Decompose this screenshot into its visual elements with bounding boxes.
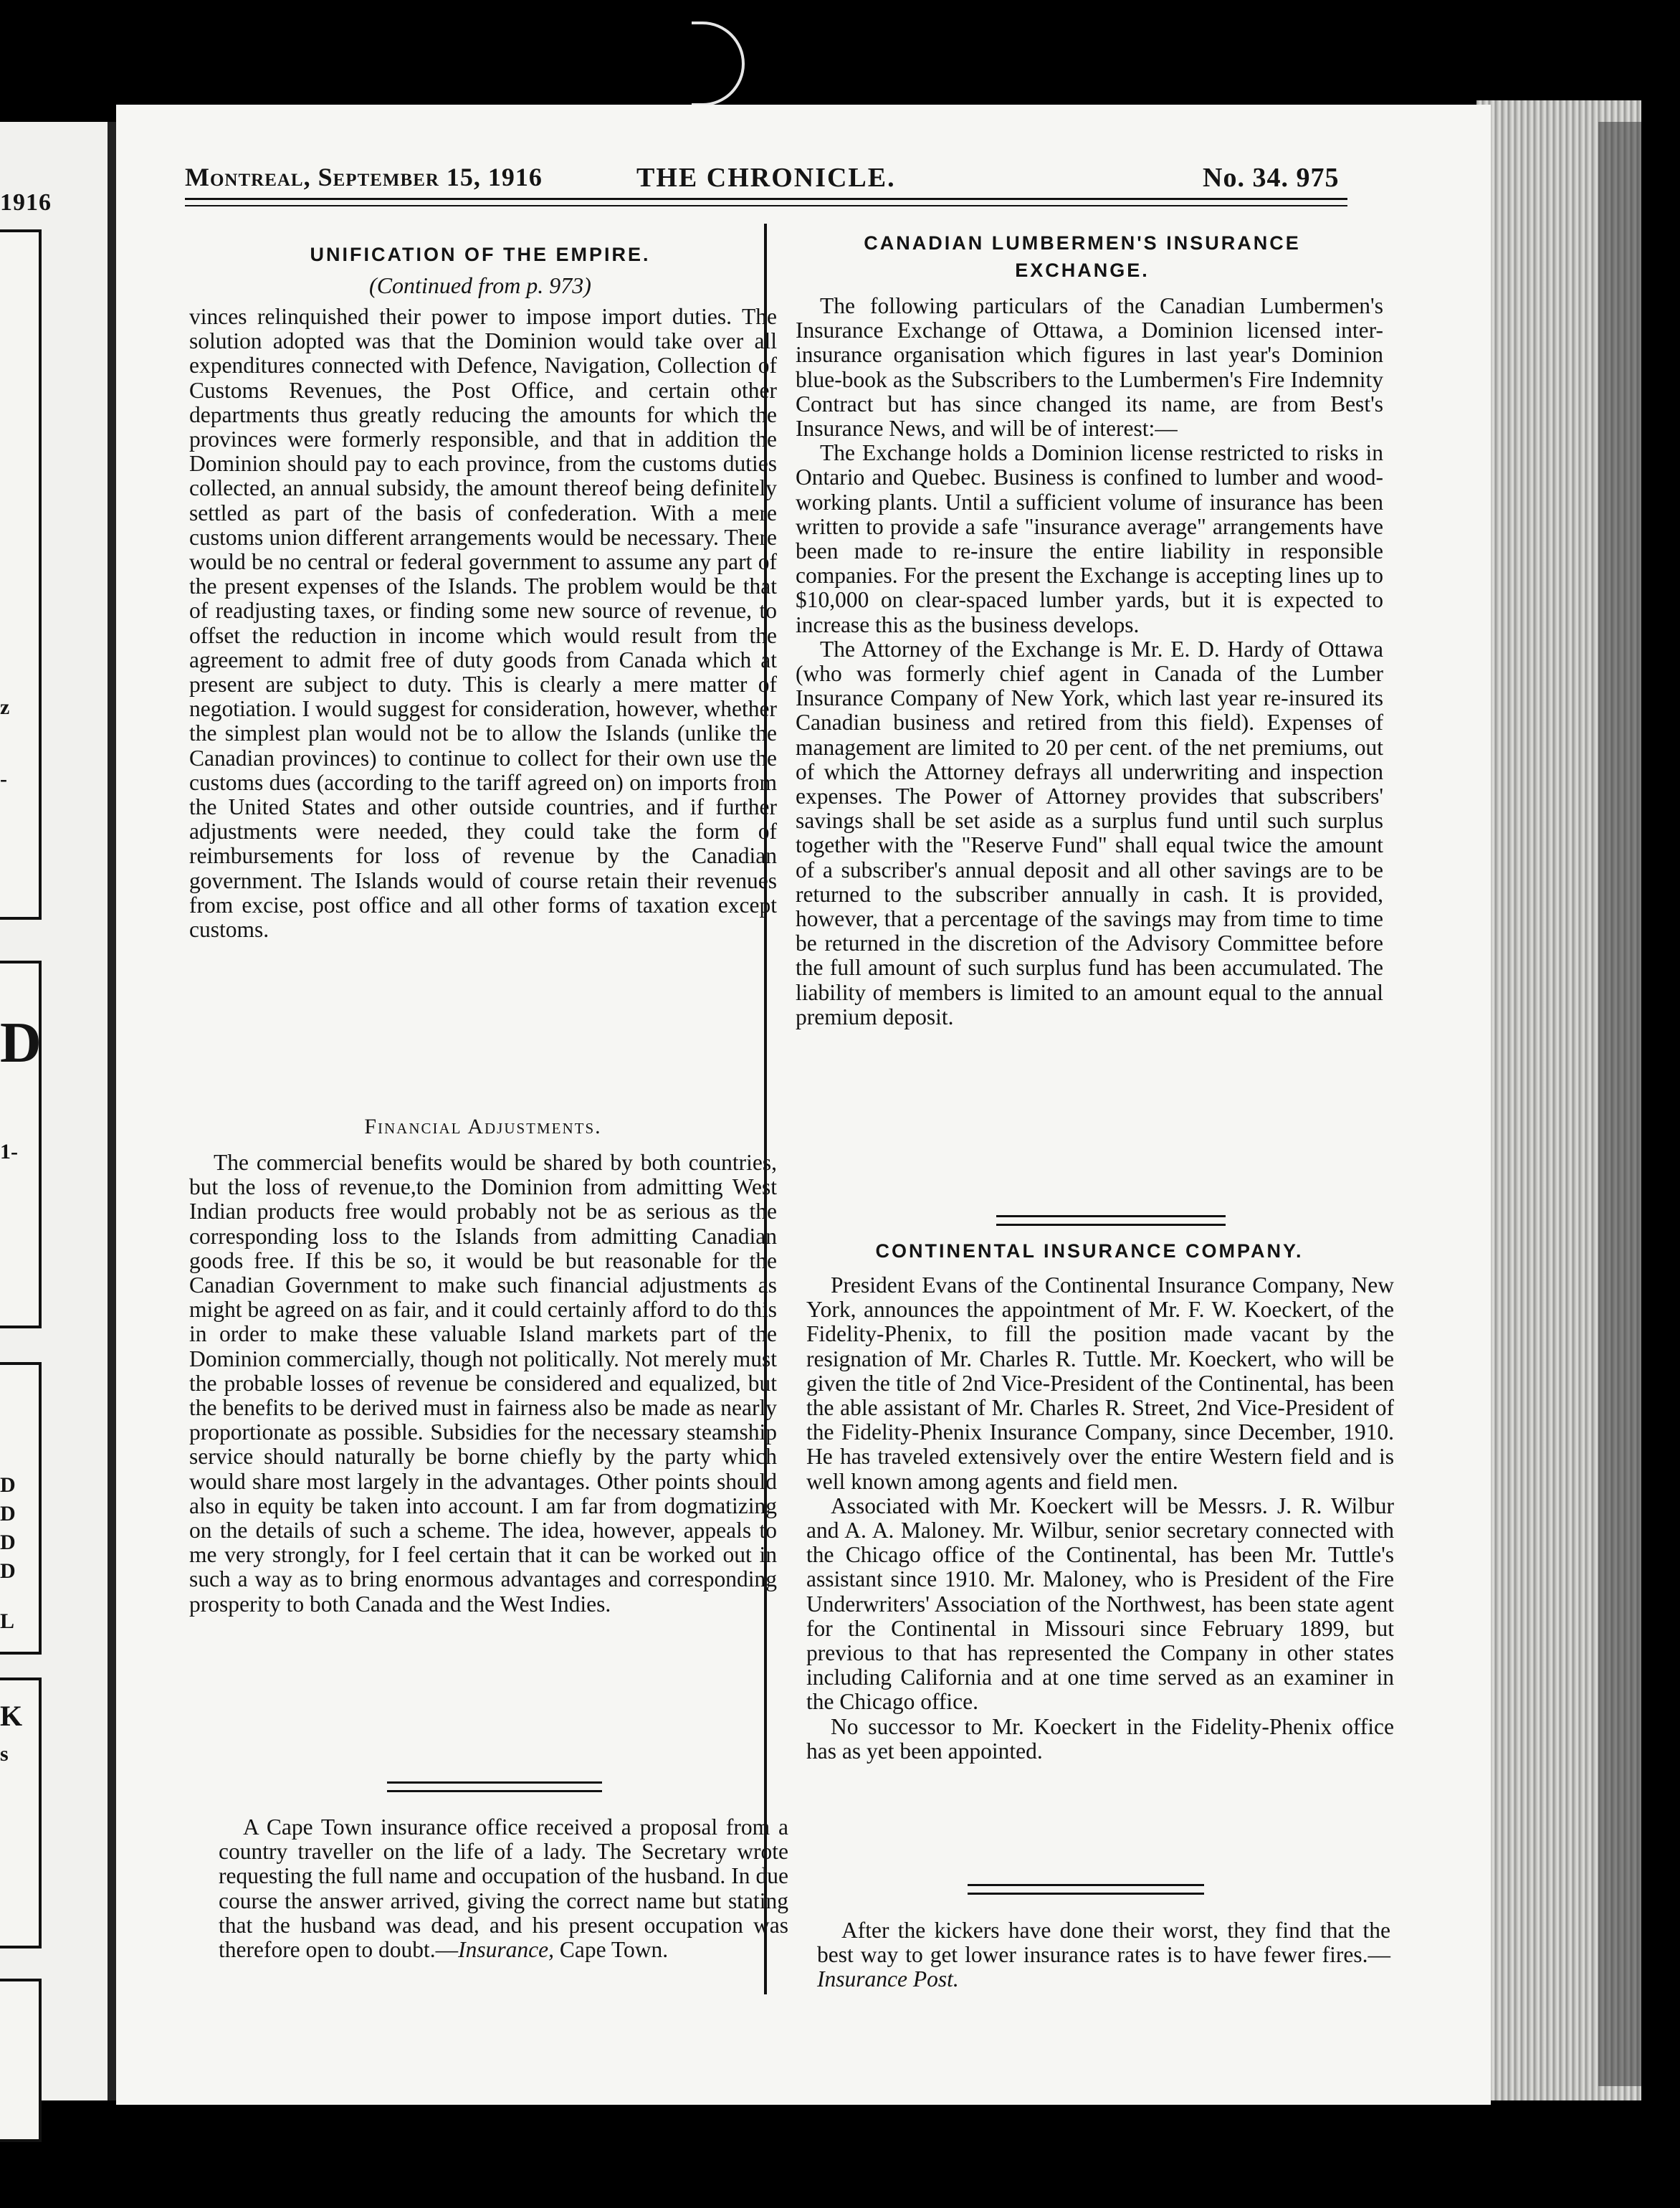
section-divider <box>387 1781 602 1792</box>
adjacent-page-fragment: D <box>0 1531 16 1554</box>
anecdote-text: A Cape Town insurance office received a proposal from a country traveller on the life of a lady. The Secretary wrote requesting the full name and occupation of the husband. In due course the answer arrived, giving the correct name but stating that the husband was dead, and his present occupation was therefore open to doubt.— <box>219 1814 788 1963</box>
adjacent-page-year: 1916 <box>0 189 52 216</box>
paragraph <box>817 1918 1390 1992</box>
section-heading: Financial Adjustments. <box>364 1115 602 1138</box>
adjacent-page <box>0 122 109 2100</box>
article-body <box>796 294 1383 1029</box>
page-corner-curl <box>692 22 745 106</box>
paragraph: President Evans of the Continental Insurance Company, New York, announces the appointment of Mr. F. W. Koeckert, of the Fidelity-Phenix, to fill the position made vacant by the resignation of Mr. Charles R. Tuttle. Mr. Koeckert, who will be given the title of 2nd Vice-President of the Continental, has been the able assistant of Mr. Charles R. Street, 2nd Vice-President of the Fidelity-Phenix Insurance Company, since December, 1910. He has traveled extensively over the entire Western field and is well known among agents and field men. <box>806 1272 1394 1494</box>
adjacent-page-fragment: s <box>0 1742 9 1766</box>
article-title: UNIFICATION OF THE EMPIRE. <box>310 244 651 265</box>
paragraph: The following particulars of the Canadian Lumbermen's Insurance Exchange of Ottawa, a Dominion licensed inter-insurance organisation which figures in last year's Dominion blue-book as the Subscribers to the Lumbermen's Fire Indemnity Contract but has since changed its name, are from Best's Insurance News, and will be of interest:— <box>796 293 1383 442</box>
source-citation: Insurance Post. <box>817 1966 959 1992</box>
section-divider <box>968 1884 1204 1895</box>
paragraph: No successor to Mr. Koeckert in the Fidelity-Phenix office has as yet been appointed. <box>806 1713 1394 1764</box>
adjacent-page-fragment: D <box>0 1502 16 1526</box>
paragraph: The Attorney of the Exchange is Mr. E. D. Hardy of Ottawa (who was formerly chief agent in Canada of the Lumber Insurance Company of New York, which last year re-insured its Canadian business and retired from this field). Expenses of management are limited to 20 per cent. of the net premiums, out of which the Attorney defrays all underwriting and inspection expenses. The Power of Attorney provides that subscribers' savings shall be set aside as a surplus fund until such surplus together with the "Reserve Fund" shall equal twice the amount of a subscriber's annual deposit and all other savings are to be returned to the subscriber annually in cash. It is provided, however, that a percentage of the savings may from time to time be returned in the discretion of the Advisory Committee before the full amount of such surplus fund has been accumulated. The liability of members is limited to an amount equal to the annual premium deposit. <box>796 636 1383 1029</box>
source-location: Cape Town. <box>554 1937 669 1963</box>
ad-box <box>0 1979 42 2142</box>
page-edges-shadow <box>1598 122 1641 2086</box>
paragraph: The Exchange holds a Dominion license restricted to risks in Ontario and Quebec. Business is confined to lumber and wood-working plants. Until a sufficient volume of insurance has been written to provide a safe "insurance average" arrangements have been made to re-insure the entire liability in responsible companies. For the present the Exchange is accepting lines up to $10,000 on clear-spaced lumber yards, but it is expected to increase this as the business develops. <box>796 440 1383 637</box>
adjacent-page-fragment: D <box>0 1012 42 1075</box>
article-body <box>189 305 777 942</box>
adjacent-page-fragment: D <box>0 1473 16 1497</box>
header-dateline: Montreal, September 15, 1916 <box>185 163 543 191</box>
article-body <box>189 1151 777 1617</box>
paragraph: Associated with Mr. Koeckert will be Messrs. J. R. Wilbur and A. A. Maloney. Mr. Wilbur, senior secretary connected with the Chicago office of the Continental, has been Mr. Tuttle's assistant since 1910. Mr. Maloney, who is President of the Fire Underwriters' Association of the Northwest, has been state agent for the Continental in Missouri since February 1899, but previous to that has represented the Company in other states including California and at one time served as an examiner in the Chicago office. <box>806 1493 1394 1715</box>
header-issue-page: No. 34. 975 <box>1203 163 1340 193</box>
paragraph <box>219 1815 788 1962</box>
article-continuation: (Continued from p. 973) <box>369 272 591 298</box>
quip-text: After the kickers have done their worst, they find that the best way to get lower insurance rates is to have fewer fires.— <box>817 1918 1390 1968</box>
header-masthead: THE CHRONICLE. <box>636 163 896 193</box>
article-body <box>806 1273 1394 1764</box>
paragraph: vinces relinquished their power to impose import duties. The solution adopted was that the Dominion would take over all expenditures connected with Defence, Navigation, Collection of Customs Revenues, the Post Office, and certain other departments thus greatly reducing the amounts for which the provinces were formerly responsible, and that in addition the Dominion should pay to each province, from the customs duties collected, an annual subsidy, the amount thereof being definitely settled as part of the basis of confederation. With a mere customs union different arrangements would be necessary. There would be no central or federal government to assume any part of the present expenses of the Islands. The problem would be that of readjusting taxes, or finding some new source of revenue, to offset the reduction in income which would result from the agreement to admit free of duty goods from Canada which at present are subject to duty. This is clearly a mere matter of negotiation. I would suggest for consideration, however, whether the simplest plan would not be to allow the Islands (unlike the Canadian provinces) to continue to collect for their own use the customs dues (according to the tariff agreed on) on imports from the United States and other outside countries, and if further adjustments were needed, they could take the form of reimbursements for loss of revenue by the Canadian government. The Islands would of course retain their revenues from excise, post office and all other forms of taxation except customs. <box>189 304 777 943</box>
header-rule <box>185 205 1347 206</box>
article-body <box>817 1918 1390 1992</box>
section-divider <box>996 1215 1226 1226</box>
source-citation: Insurance, <box>458 1937 555 1963</box>
ad-box <box>0 229 42 920</box>
adjacent-page-fragment: - <box>0 767 7 791</box>
paragraph: The commercial benefits would be shared by both countries, but the loss of revenue,to the Dominion from admitting West Indian products free would probably not be as serious as the corresponding loss to the Islands from admitting Canadian goods free. If this be so, it would be but reasonable for the Canadian Government to make such financial adjustments as might be agreed on as fair, and it could certainly afford to do this in order to make these valuable Island markets part of the Dominion commercially, though not politically. Not merely must the probable losses of revenue be considered and equalized, but the benefits to be derived must in fairness also be made as nearly proportionate as possible. Subsidies for the necessary steamship service should naturally be borne chiefly by the party which would share most largely in the advantages. Other points should also in equity be taken into account. I am far from dogmatizing on the details of such a scheme. The idea, however, appeals to me very strongly, for I feel certain that it can be worked out in such a way as to bring enormous advantages and corresponding prosperity to both Canada and the West Indies. <box>189 1150 777 1617</box>
adjacent-page-fragment: z <box>0 695 10 719</box>
adjacent-page-fragment: L <box>0 1609 15 1633</box>
book-gutter <box>108 122 116 2100</box>
header-rule <box>185 198 1347 200</box>
article-body <box>219 1815 788 1962</box>
article-title: CONTINENTAL INSURANCE COMPANY. <box>875 1240 1304 1262</box>
adjacent-page-fragment: K <box>0 1700 23 1732</box>
adjacent-page-fragment: D <box>0 1559 16 1583</box>
adjacent-page-fragment: 1- <box>0 1140 18 1164</box>
article-title: CANADIAN LUMBERMEN'S INSURANCE EXCHANGE. <box>864 232 1301 281</box>
